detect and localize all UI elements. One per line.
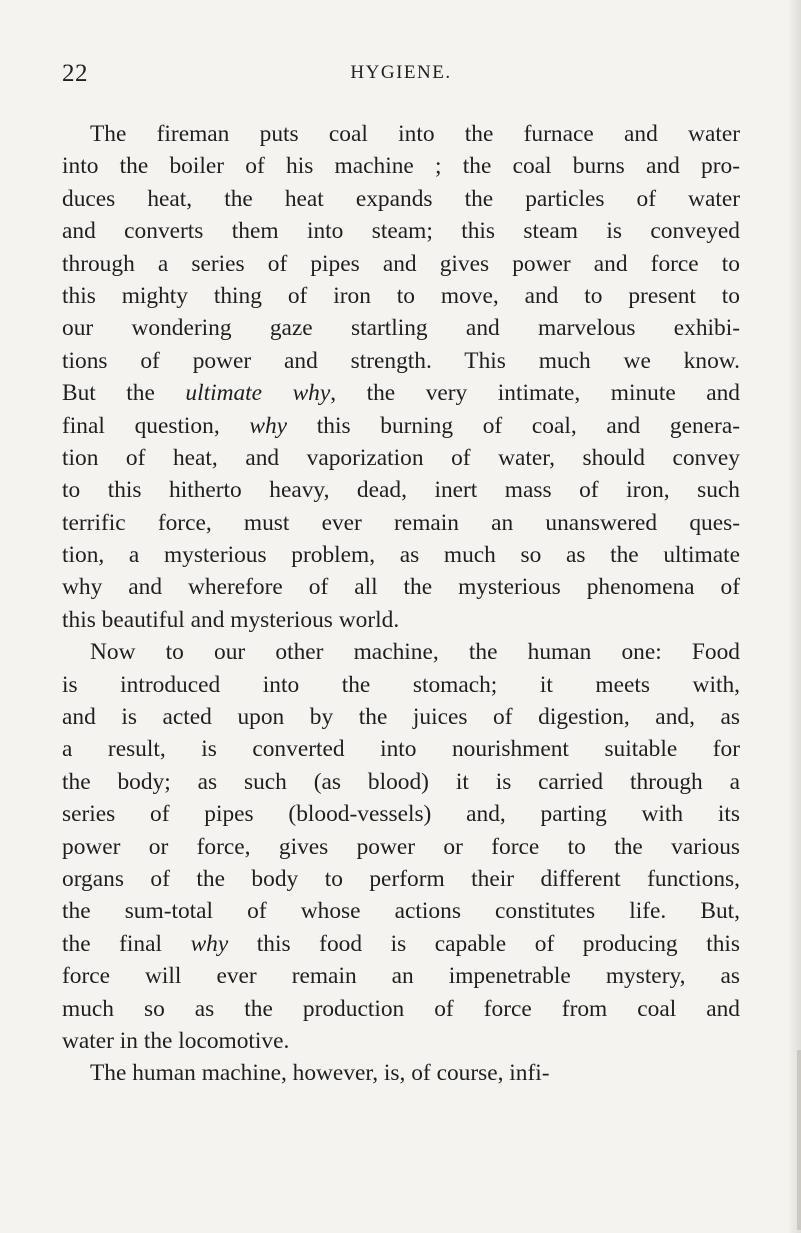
text-line: force will ever remain an impenetrable mystery, as [62, 963, 740, 990]
text-line: and is acted upon by the juices of digestion, and, as [62, 704, 740, 731]
text-line: a result, is converted into nourishment suitable for [62, 736, 740, 763]
text-line: into the boiler of his machine ; the coal burns and pro- [62, 153, 740, 180]
text-line: final question, why this burning of coal, and genera- [62, 412, 740, 439]
text-line: tions of power and strength. This much we know. [62, 347, 740, 374]
text-line: Now to our other machine, the human one: Food [90, 639, 740, 666]
text-line: tion of heat, and vaporization of water, should convey [62, 444, 740, 471]
text-line: the body; as such (as blood) it is carried through a [62, 768, 740, 795]
text-line: to this hitherto heavy, dead, inert mass of iron, such [62, 477, 740, 504]
body-text [62, 118, 740, 1090]
text-line: is introduced into the stomach; it meets with, [62, 671, 740, 698]
text-line: much so as the production of force from coal and [62, 995, 740, 1022]
text-line: this beautiful and mysterious world. [62, 606, 400, 633]
text-line: this mighty thing of iron to move, and to present to [62, 282, 740, 309]
paragraph [62, 1057, 740, 1089]
text-line: through a series of pipes and gives power and force to [62, 250, 740, 277]
text-line: organs of the body to perform their different functions, [62, 865, 740, 892]
page-header [62, 60, 740, 100]
text-line: The fireman puts coal into the furnace and water [90, 121, 740, 147]
text-line: The human machine, however, is, of course, infi- [90, 1060, 550, 1087]
page-edge-shadow [787, 0, 801, 1233]
paragraph [62, 118, 740, 636]
text-line: power or force, gives power or force to the various [62, 833, 740, 860]
text-line: But the ultimate why, the very intimate, minute and [62, 380, 740, 407]
running-head: HYGIENE. [350, 62, 452, 83]
page-edge-mark [797, 1050, 801, 1230]
paragraph [62, 636, 740, 1057]
page-number: 22 [62, 60, 88, 87]
text-line: the final why this food is capable of producing this [62, 930, 740, 957]
text-line: terrific force, must ever remain an unanswered ques- [62, 509, 740, 536]
text-line: water in the locomotive. [62, 1027, 290, 1054]
text-line: duces heat, the heat expands the particles of water [62, 185, 740, 212]
text-line: the sum-total of whose actions constitutes life. But, [62, 898, 740, 925]
text-line: series of pipes (blood-vessels) and, parting with its [62, 801, 740, 828]
text-line: tion, a mysterious problem, as much so as the ultimate [62, 542, 740, 569]
text-line: our wondering gaze startling and marvelous exhibi- [62, 315, 740, 342]
text-line: why and wherefore of all the mysterious phenomena of [62, 574, 740, 601]
text-line: and converts them into steam; this steam is conveyed [62, 218, 740, 245]
